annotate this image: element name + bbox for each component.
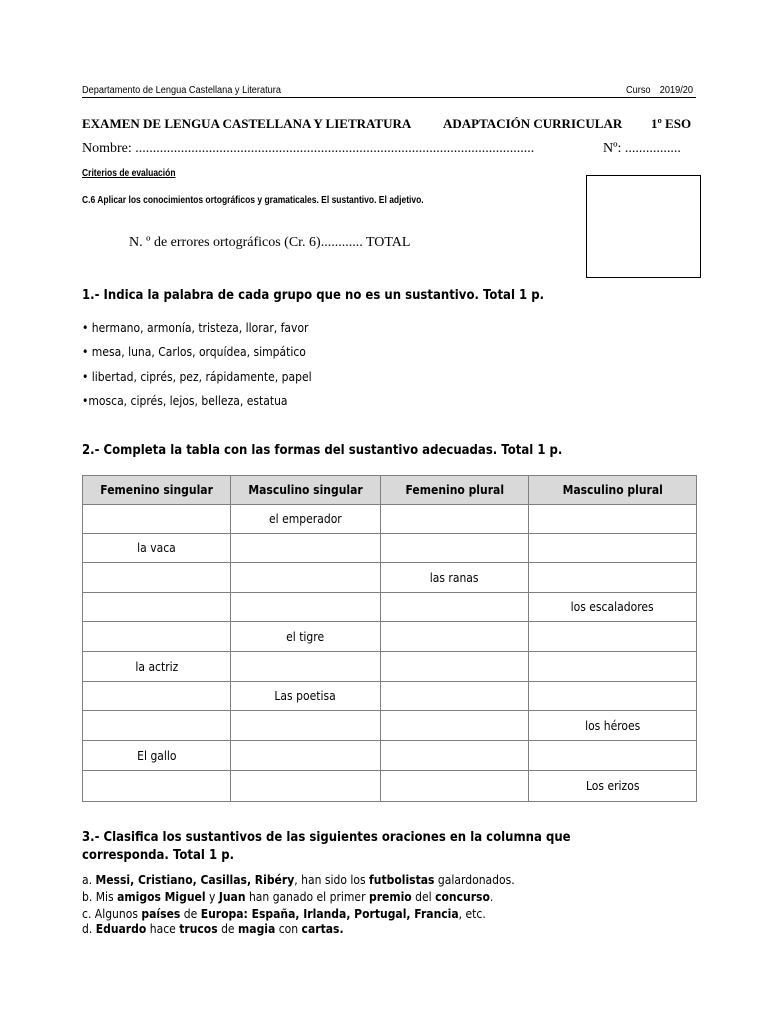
department-label: Departamento de Lengua Castellana y Literatura xyxy=(82,85,281,96)
sentence-text: de xyxy=(180,907,201,921)
header-label: Femenino plural xyxy=(405,483,504,497)
cell-text: Los erizos xyxy=(585,779,640,793)
sentence-noun: Messi, Cristiano, Casillas, Ribéry xyxy=(95,873,295,887)
number-field[interactable]: Nº: ................ xyxy=(603,141,681,156)
header-masculino-singular xyxy=(231,476,381,505)
cell-text: las ranas xyxy=(430,570,479,585)
table-cell xyxy=(381,563,529,593)
cell-text: la actriz xyxy=(135,659,178,674)
table-cell-blank[interactable] xyxy=(381,622,529,652)
sentence-noun: futbolistas xyxy=(369,873,435,887)
table-row xyxy=(83,505,697,534)
adaptation-label: ADAPTACIÓN CURRICULAR xyxy=(443,116,623,131)
sentence-noun: cartas. xyxy=(301,922,344,936)
q3-sentence xyxy=(82,873,515,887)
header-label: Femenino singular xyxy=(100,483,213,497)
table-cell-blank[interactable] xyxy=(381,682,529,711)
table-cell-blank[interactable] xyxy=(381,711,529,741)
cell-text: el tigre xyxy=(286,629,325,644)
q3-sentence xyxy=(82,890,493,904)
table-cell-blank[interactable] xyxy=(529,741,697,771)
q3-sentence xyxy=(82,922,344,936)
name-field[interactable]: Nombre: .................................................................................................................. xyxy=(82,141,535,156)
cell-text: el emperador xyxy=(269,512,342,526)
sentence-noun: amigos Miguel xyxy=(117,890,206,904)
q1-item: • hermano, armonía, tristeza, llorar, favor xyxy=(82,321,309,335)
sentence-noun: Eduardo xyxy=(95,922,147,936)
header-label: Masculino singular xyxy=(248,483,363,497)
table-cell-blank[interactable] xyxy=(83,505,231,534)
exam-title: EXAMEN DE LENGUA CASTELLANA Y LIETRATURA xyxy=(82,116,412,131)
table-cell-blank[interactable] xyxy=(381,741,529,771)
sentence-text: con xyxy=(275,922,302,936)
table-row xyxy=(83,711,697,741)
table-cell-blank[interactable] xyxy=(83,593,231,622)
sentence-text: galardonados. xyxy=(434,873,515,887)
table-cell xyxy=(231,622,381,652)
table-cell xyxy=(231,682,381,711)
sentence-text: del xyxy=(411,890,436,904)
table-cell-blank[interactable] xyxy=(381,652,529,682)
table-cell-blank[interactable] xyxy=(529,682,697,711)
table-cell-blank[interactable] xyxy=(529,622,697,652)
table-cell-blank[interactable] xyxy=(83,771,231,802)
table-cell-blank[interactable] xyxy=(231,534,381,563)
table-cell-blank[interactable] xyxy=(83,711,231,741)
table-cell-blank[interactable] xyxy=(231,563,381,593)
criteria-c6: C.6 Aplicar los conocimientos ortográficos y gramaticales. El sustantivo. El adjetivo. xyxy=(82,195,424,206)
table-cell-blank[interactable] xyxy=(381,505,529,534)
cell-text: la vaca xyxy=(137,541,176,555)
table-cell-blank[interactable] xyxy=(83,563,231,593)
table-row xyxy=(83,682,697,711)
sentence-noun: premio xyxy=(368,890,412,904)
header-label: Masculino plural xyxy=(562,483,663,497)
q1-item: • mesa, luna, Carlos, orquídea, simpático xyxy=(82,345,306,359)
table-cell-blank[interactable] xyxy=(381,534,529,563)
course-label-text: Curso xyxy=(626,85,651,96)
level-label: 1º ESO xyxy=(651,116,692,131)
q3-title: 3.- Clasifica los sustantivos de las siguientes oraciones en la columna que corresponda. Total 1 p. xyxy=(82,830,571,863)
table-cell-blank[interactable] xyxy=(231,652,381,682)
sentence-noun: Juan xyxy=(218,890,246,904)
course-label xyxy=(626,85,693,96)
table-row xyxy=(83,622,697,652)
sentence-text: y xyxy=(205,890,219,904)
table-cell-blank[interactable] xyxy=(231,741,381,771)
sentence-text: , han sido los xyxy=(294,873,370,887)
table-cell xyxy=(529,771,697,802)
sentence-noun: concurso xyxy=(435,890,490,904)
table-row xyxy=(83,534,697,563)
sentence-text: hace xyxy=(146,922,180,936)
table-cell-blank[interactable] xyxy=(231,771,381,802)
table-cell-blank[interactable] xyxy=(529,652,697,682)
q2-title: 2.- Completa la tabla con las formas del sustantivo adecuadas. Total 1 p. xyxy=(82,443,563,458)
sentence-text: . xyxy=(489,890,494,904)
sentence-noun: trucos xyxy=(179,922,218,936)
sentence-text: a. xyxy=(82,873,96,887)
q3-sentence xyxy=(82,907,486,921)
header-divider xyxy=(82,97,696,98)
table-cell-blank[interactable] xyxy=(381,593,529,622)
sentence-text: d. xyxy=(82,922,96,936)
criteria-heading: Criterios de evaluación xyxy=(82,168,176,179)
table-row xyxy=(83,563,697,593)
errors-line: N. º de errores ortográficos (Cr. 6)............ TOTAL xyxy=(129,235,411,250)
q1-title: 1.- Indica la palabra de cada grupo que no es un sustantivo. Total 1 p. xyxy=(82,288,545,303)
table-cell-blank[interactable] xyxy=(83,682,231,711)
table-cell-blank[interactable] xyxy=(529,505,697,534)
cell-text: El gallo xyxy=(136,748,177,763)
table-cell xyxy=(83,741,231,771)
table-cell xyxy=(83,534,231,563)
table-header-row xyxy=(83,476,697,505)
table-row xyxy=(83,652,697,682)
table-cell-blank[interactable] xyxy=(529,563,697,593)
table-body xyxy=(83,505,697,802)
sentence-noun: países xyxy=(141,907,181,921)
table-cell xyxy=(529,711,697,741)
cell-text: los héroes xyxy=(584,718,641,733)
table-cell-blank[interactable] xyxy=(381,771,529,802)
q1-item: •mosca, ciprés, lejos, belleza, estatua xyxy=(82,394,288,408)
sentence-text: han ganado el primer xyxy=(245,890,369,904)
sentence-noun: magia xyxy=(238,922,276,936)
grade-box xyxy=(586,175,701,278)
sentence-noun: Europa: España, Irlanda, Portugal, Francia xyxy=(200,907,459,921)
course-year: 2019/20 xyxy=(659,85,694,96)
sentence-text: b. Mis xyxy=(82,890,118,904)
cell-text: Las poetisa xyxy=(274,689,337,703)
sentence-text: , etc. xyxy=(458,907,486,921)
table-cell-blank[interactable] xyxy=(83,622,231,652)
table-cell xyxy=(231,505,381,534)
table-cell xyxy=(83,652,231,682)
sentence-text: c. Algunos xyxy=(82,907,142,921)
table-cell-blank[interactable] xyxy=(231,593,381,622)
q1-item: • libertad, ciprés, pez, rápidamente, papel xyxy=(82,370,312,384)
table-cell xyxy=(529,593,697,622)
header-femenino-plural xyxy=(381,476,529,505)
noun-forms-table xyxy=(82,475,697,802)
table-row xyxy=(83,741,697,771)
header-masculino-plural xyxy=(529,476,697,505)
header-femenino-singular xyxy=(83,476,231,505)
sentence-text: de xyxy=(217,922,239,936)
table-row xyxy=(83,593,697,622)
cell-text: los escaladores xyxy=(570,600,655,614)
table-row xyxy=(83,771,697,802)
table-cell-blank[interactable] xyxy=(231,711,381,741)
table-cell-blank[interactable] xyxy=(529,534,697,563)
